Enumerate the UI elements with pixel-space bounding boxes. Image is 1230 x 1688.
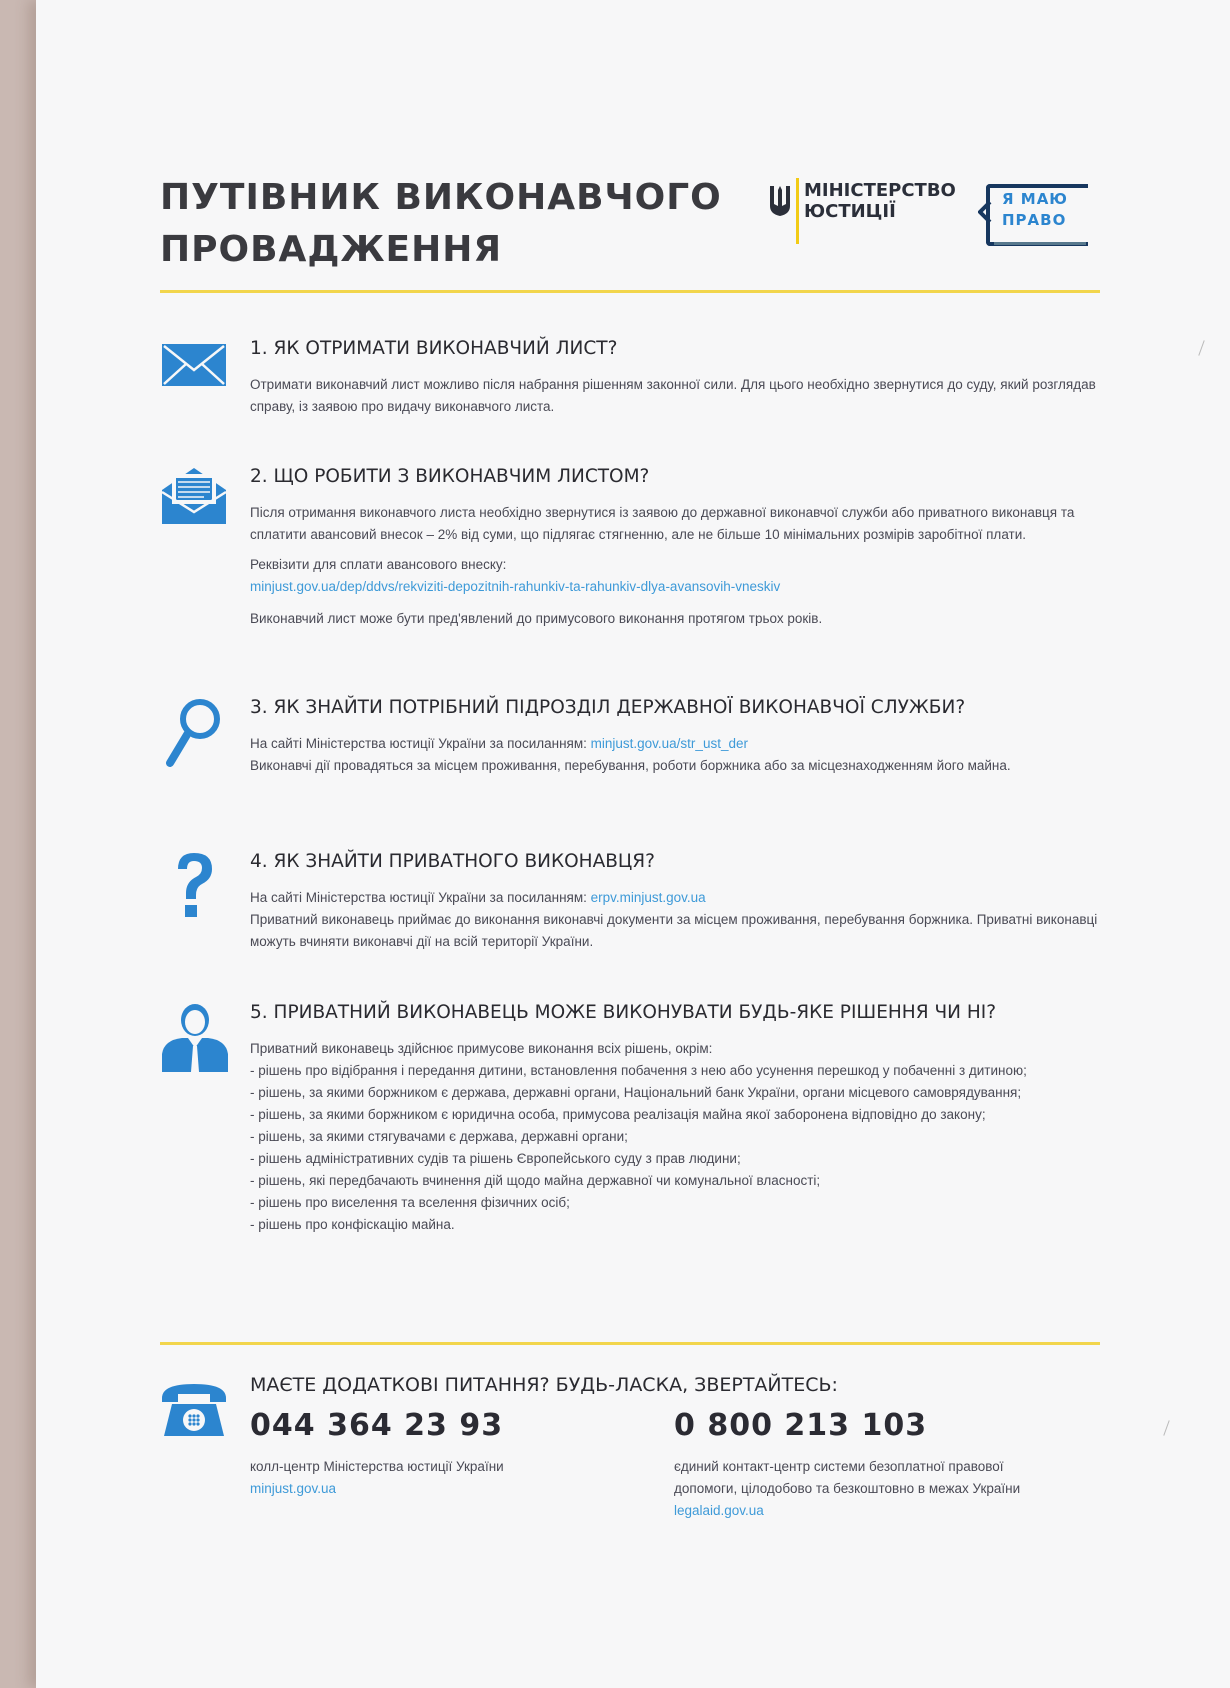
- section-2-text: Після отримання виконавчого листа необхідно звернутися із заявою до державної виконавчої служби або приватного виконавця та сплатити авансовий внесок – 2% від суми, що підлягає стягненню, але не більше 10 мінімальних розмірів заробітної плати.: [250, 505, 1075, 542]
- badge-line2: ПРАВО: [1002, 211, 1067, 229]
- list-item: - рішень про відібрання і передання дитини, встановлення побачення з нею або усунення перешкод у побаченні з дитиною;: [250, 1063, 1027, 1078]
- list-item: - рішень, за якими стягувачами є держава, державні органи;: [250, 1129, 628, 1144]
- section-5-title: 5. ПРИВАТНИЙ ВИКОНАВЕЦЬ МОЖЕ ВИКОНУВАТИ БУДЬ-ЯКЕ РІШЕННЯ ЧИ НІ?: [250, 1002, 997, 1023]
- person-icon: [160, 1002, 230, 1072]
- list-item: - рішень про виселення та вселення фізичних осіб;: [250, 1195, 570, 1210]
- telephone-icon: [160, 1380, 228, 1440]
- legalaid-link[interactable]: legalaid.gov.ua: [674, 1503, 764, 1518]
- phone-legal-aid[interactable]: 0 800 213 103: [674, 1408, 928, 1443]
- section-2-title: 2. ЩО РОБИТИ З ВИКОНАВЧИМ ЛИСТОМ?: [250, 466, 650, 487]
- question-icon: [160, 851, 230, 921]
- call-center-description: колл-центр Міністерства юстиції України: [250, 1459, 504, 1474]
- section-5-exceptions-list: [250, 1060, 1110, 1236]
- section-3-text-2: Виконавчі дії провадяться за місцем проживання, перебування, роботи боржника або за місцезнаходженням його майна.: [250, 758, 1011, 773]
- ya-mayu-pravo-logo: [978, 184, 1088, 248]
- section-2-requisites-link[interactable]: minjust.gov.ua/dep/ddvs/rekviziti-depozitnih-rahunkiv-ta-rahunkiv-dlya-avansovih-vneskiv: [250, 579, 781, 594]
- section-2-requisites-label: Реквізити для сплати авансового внеску:: [250, 557, 507, 572]
- ministry-divider: [796, 178, 799, 244]
- envelope-icon: [160, 338, 230, 408]
- minjust-link[interactable]: minjust.gov.ua: [250, 1481, 337, 1496]
- list-item: - рішень, які передбачають вчинення дій щодо майна державної чи комунальної власності;: [250, 1173, 821, 1188]
- section-4-text-2: Приватний виконавець приймає до виконання виконавчі документи за місцем проживання, перебування боржника. Приватні виконавці можуть вчиняти виконавчі дії на всій території України.: [250, 912, 1098, 949]
- section-3-link[interactable]: minjust.gov.ua/str_ust_der: [590, 736, 748, 751]
- phone-call-center[interactable]: 044 364 23 93: [250, 1408, 504, 1443]
- legal-aid-description-line1: єдиний контакт-центр системи безоплатної правової: [674, 1459, 1004, 1474]
- section-4-link[interactable]: erpv.minjust.gov.ua: [590, 890, 706, 905]
- page-title: ПУТІВНИК ВИКОНАВЧОГО ПРОВАДЖЕННЯ: [160, 177, 722, 270]
- trident-icon: [768, 184, 792, 218]
- ministry-name-line2: ЮСТИЦІЇ: [804, 201, 896, 222]
- list-item: - рішень про конфіскацію майна.: [250, 1217, 455, 1232]
- section-4-text: На сайті Міністерства юстиції України за посиланням:: [250, 890, 587, 905]
- section-5-text: Приватний виконавець здійснює примусове виконання всіх рішень, окрім:: [250, 1041, 713, 1056]
- open-letter-icon: [160, 466, 230, 536]
- legal-aid-description-line2: допомоги, цілодобово та безкоштовно в межах України: [674, 1481, 1021, 1496]
- document-page: [36, 0, 1230, 1688]
- section-1-title: 1. ЯК ОТРИМАТИ ВИКОНАВЧИЙ ЛИСТ?: [250, 338, 618, 359]
- magnifier-icon: [160, 697, 230, 767]
- section-4-title: 4. ЯК ЗНАЙТИ ПРИВАТНОГО ВИКОНАВЦЯ?: [250, 851, 655, 872]
- contacts-heading: МАЄТЕ ДОДАТКОВІ ПИТАННЯ? БУДЬ-ЛАСКА, ЗВЕРТАЙТЕСЬ:: [250, 1374, 838, 1396]
- section-3-text: На сайті Міністерства юстиції України за посиланням:: [250, 736, 587, 751]
- ministry-name-line1: МІНІСТЕРСТВО: [804, 180, 956, 201]
- list-item: - рішень, за якими боржником є юридична особа, примусова реалізація майна якої заборонена відповідно до закону;: [250, 1107, 986, 1122]
- badge-line1: Я МАЮ: [1002, 190, 1068, 208]
- section-1-text: Отримати виконавчий лист можливо після набрання рішенням законної сили. Для цього необхідно звернутися до суду, який розглядав справу, із заявою про видачу виконавчого листа.: [250, 377, 1096, 414]
- list-item: - рішень адміністративних судів та рішень Європейського суду з прав людини;: [250, 1151, 741, 1166]
- list-item: - рішень, за якими боржником є держава, державні органи, Національний банк України, органи місцевого самоврядування;: [250, 1085, 1022, 1100]
- section-3-title: 3. ЯК ЗНАЙТИ ПОТРІБНИЙ ПІДРОЗДІЛ ДЕРЖАВНОЇ ВИКОНАВЧОЇ СЛУЖБИ?: [250, 697, 966, 718]
- divider-top: [160, 290, 1100, 293]
- section-2-term-text: Виконавчий лист може бути пред'явлений до примусового виконання протягом трьох років.: [250, 611, 823, 626]
- divider-bottom: [160, 1342, 1100, 1345]
